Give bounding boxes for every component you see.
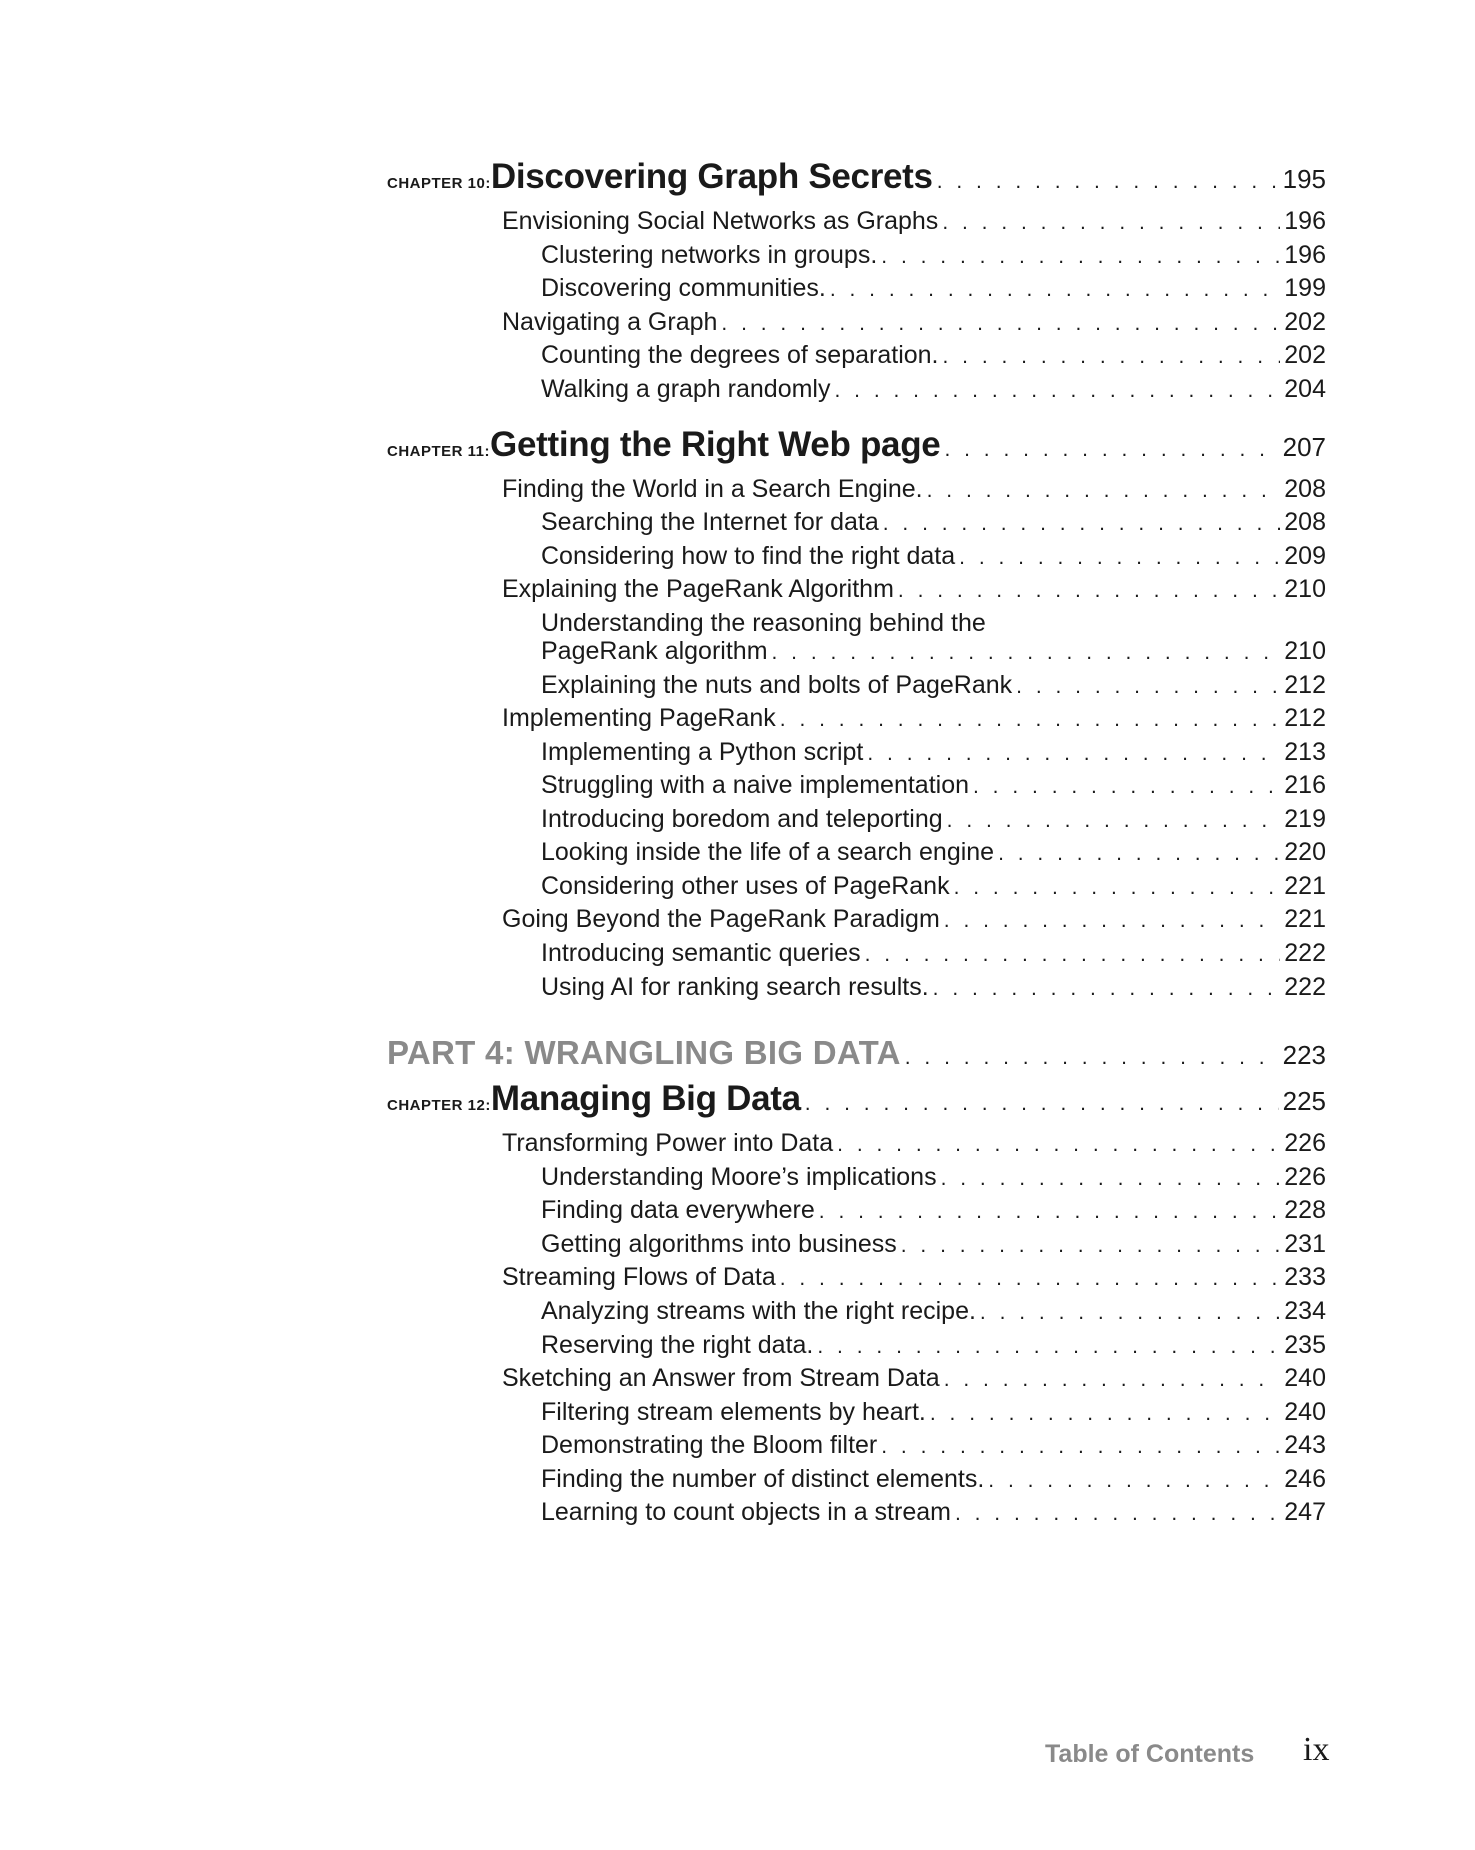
page-number: 235: [1284, 1331, 1326, 1359]
subsection-title: Explaining the nuts and bolts of PageRank: [541, 671, 1013, 699]
section-title: Envisioning Social Networks as Graphs: [502, 207, 939, 235]
dot-leader: [772, 641, 1281, 665]
dot-leader: [837, 1133, 1280, 1157]
chapter-label: CHAPTER 11:: [387, 443, 491, 460]
subsection-title: Finding data everywhere: [541, 1196, 815, 1224]
dot-leader: [780, 1267, 1281, 1291]
dot-leader: [865, 943, 1281, 967]
page-number: 240: [1284, 1364, 1326, 1392]
page-number: 213: [1284, 738, 1326, 766]
dot-leader: [941, 1167, 1281, 1191]
dot-leader: [988, 1469, 1280, 1493]
chapter-11-heading[interactable]: [387, 425, 1326, 465]
subsection-title: Looking inside the life of a search engine: [541, 838, 995, 866]
section-title: Sketching an Answer from Stream Data: [502, 1364, 940, 1392]
page-number: 234: [1284, 1297, 1326, 1325]
section-title: Streaming Flows of Data: [502, 1263, 776, 1291]
dot-leader: [927, 479, 1281, 503]
subsection-title: Implementing a Python script: [541, 738, 864, 766]
page-number: 216: [1284, 771, 1326, 799]
toc-subsection[interactable]: [541, 939, 1326, 968]
section-title: Explaining the PageRank Algorithm: [502, 575, 894, 603]
section-title: Transforming Power into Data: [502, 1129, 834, 1157]
page-number: 195: [1282, 164, 1326, 194]
page-number: 223: [1282, 1040, 1326, 1070]
subsection-title: Understanding Moore’s implications: [541, 1163, 937, 1191]
subsection-title: Struggling with a naive implementation: [541, 771, 970, 799]
subsection-title: PageRank algorithm: [541, 637, 768, 665]
toc-subsection[interactable]: [541, 738, 1326, 767]
dot-leader: [835, 379, 1281, 403]
dot-leader: [883, 512, 1281, 536]
subsection-title: Using AI for ranking search results.: [541, 973, 929, 1001]
dot-leader: [901, 1234, 1281, 1258]
dot-leader: [998, 842, 1280, 866]
dot-leader: [947, 809, 1281, 833]
toc-subsection[interactable]: [541, 1163, 1326, 1192]
page-number: 208: [1284, 475, 1326, 503]
subsection-title: Filtering stream elements by heart.: [541, 1398, 926, 1426]
dot-leader: [817, 1335, 1280, 1359]
page-number: 247: [1284, 1498, 1326, 1526]
dot-leader: [944, 909, 1281, 933]
page-number: 243: [1284, 1431, 1326, 1459]
subsection-title-line1: Understanding the reasoning behind the: [541, 609, 986, 637]
toc-subsection[interactable]: [541, 542, 1326, 571]
page-number: 226: [1284, 1163, 1326, 1191]
page-number: 221: [1284, 905, 1326, 933]
toc-section[interactable]: [502, 475, 1326, 504]
dot-leader: [943, 345, 1281, 369]
toc-subsection[interactable]: [541, 637, 1326, 666]
dot-leader: [780, 708, 1281, 732]
toc-subsection[interactable]: [541, 274, 1326, 303]
dot-leader: [959, 546, 1280, 570]
toc-subsection[interactable]: [541, 805, 1326, 834]
subsection-title: Introducing semantic queries: [541, 939, 861, 967]
dot-leader: [867, 742, 1280, 766]
toc-subsection[interactable]: [541, 1431, 1326, 1460]
subsection-title: Getting algorithms into business: [541, 1230, 897, 1258]
subsection-title: Discovering communities.: [541, 274, 826, 302]
page-number: 233: [1284, 1263, 1326, 1291]
chapter-title: Getting the Right Web page: [490, 425, 941, 464]
chapter-10-heading[interactable]: [387, 157, 1326, 197]
dot-leader: [819, 1200, 1281, 1224]
subsection-title: Introducing boredom and teleporting: [541, 805, 943, 833]
section-title: Navigating a Graph: [502, 308, 718, 336]
part-title: PART 4: WRANGLING BIG DATA: [387, 1034, 901, 1071]
page-number: 210: [1284, 637, 1326, 665]
part-4-heading[interactable]: [387, 1034, 1326, 1072]
toc-subsection[interactable]: [541, 1465, 1326, 1494]
section-title: Finding the World in a Search Engine.: [502, 475, 923, 503]
section-title: Going Beyond the PageRank Paradigm: [502, 905, 940, 933]
dot-leader: [1016, 675, 1280, 699]
page-number: 220: [1284, 838, 1326, 866]
page-number: 204: [1284, 375, 1326, 403]
page-number: 212: [1284, 704, 1326, 732]
toc-subsection[interactable]: [541, 1498, 1326, 1527]
dot-leader: [805, 1092, 1279, 1116]
toc-subsection[interactable]: [541, 1398, 1326, 1427]
dot-leader: [898, 579, 1280, 603]
dot-leader: [881, 1435, 1280, 1459]
subsection-title: Learning to count objects in a stream: [541, 1498, 951, 1526]
toc-section[interactable]: [502, 308, 1326, 337]
dot-leader: [881, 245, 1280, 269]
subsection-title: Finding the number of distinct elements.: [541, 1465, 985, 1493]
subsection-title: Searching the Internet for data: [541, 508, 879, 536]
dot-leader: [973, 775, 1280, 799]
page-number: 196: [1284, 207, 1326, 235]
dot-leader: [944, 438, 1278, 462]
dot-leader: [905, 1046, 1279, 1070]
page-number: 196: [1284, 241, 1326, 269]
dot-leader: [955, 1502, 1280, 1526]
toc-section[interactable]: [502, 1263, 1326, 1292]
subsection-title: Analyzing streams with the right recipe.: [541, 1297, 976, 1325]
page-number: 225: [1282, 1086, 1326, 1116]
dot-leader: [721, 312, 1280, 336]
page-number: 246: [1284, 1465, 1326, 1493]
chapter-label: CHAPTER 10:: [387, 175, 491, 192]
toc-subsection[interactable]: [541, 375, 1326, 404]
chapter-title: Discovering Graph Secrets: [490, 157, 933, 196]
dot-leader: [980, 1301, 1280, 1325]
page-number: 226: [1284, 1129, 1326, 1157]
subsection-title: Counting the degrees of separation.: [541, 341, 939, 369]
toc-subsection[interactable]: [541, 1297, 1326, 1326]
dot-leader: [933, 977, 1281, 1001]
dot-leader: [930, 1402, 1280, 1426]
chapter-12-heading[interactable]: [387, 1079, 1326, 1119]
section-title: Implementing PageRank: [502, 704, 776, 732]
toc-subsection[interactable]: [541, 872, 1326, 901]
toc-section[interactable]: [502, 704, 1326, 733]
chapter-title: Managing Big Data: [490, 1079, 801, 1118]
dot-leader: [942, 211, 1280, 235]
running-footer-label: Table of Contents: [1045, 1740, 1255, 1768]
page-number: 228: [1284, 1196, 1326, 1224]
chapter-label: CHAPTER 12:: [387, 1097, 491, 1114]
toc-subsection[interactable]: [541, 241, 1326, 270]
dot-leader: [937, 170, 1279, 194]
subsection-title: Walking a graph randomly: [541, 375, 831, 403]
toc-subsection[interactable]: [541, 973, 1326, 1002]
dot-leader: [830, 278, 1280, 302]
page-number: 202: [1284, 341, 1326, 369]
subsection-title: Clustering networks in groups.: [541, 241, 878, 269]
folio-page-number: ix: [1303, 1731, 1330, 1768]
page-number: 222: [1284, 973, 1326, 1001]
toc-subsection[interactable]: [541, 771, 1326, 800]
toc-section[interactable]: [502, 207, 1326, 236]
subsection-title: Reserving the right data.: [541, 1331, 814, 1359]
page-number: 222: [1284, 939, 1326, 967]
toc-subsection[interactable]: [541, 341, 1326, 370]
toc-subsection[interactable]: [541, 508, 1326, 537]
toc-subsection[interactable]: [541, 1196, 1326, 1225]
page-number: 240: [1284, 1398, 1326, 1426]
page-number: 202: [1284, 308, 1326, 336]
toc-subsection[interactable]: [541, 671, 1326, 700]
page-number: 199: [1284, 274, 1326, 302]
subsection-title: Considering other uses of PageRank: [541, 872, 950, 900]
dot-leader: [944, 1368, 1281, 1392]
dot-leader: [954, 876, 1281, 900]
page-number: 221: [1284, 872, 1326, 900]
toc-section[interactable]: [502, 575, 1326, 604]
toc-subsection[interactable]: [541, 1230, 1326, 1259]
page-number: 219: [1284, 805, 1326, 833]
page-number: 231: [1284, 1230, 1326, 1258]
page-number: 208: [1284, 508, 1326, 536]
toc-subsection[interactable]: [541, 1331, 1326, 1360]
toc-section[interactable]: [502, 905, 1326, 934]
subsection-title: Considering how to find the right data: [541, 542, 956, 570]
toc-section[interactable]: [502, 1364, 1326, 1393]
page-number: 210: [1284, 575, 1326, 603]
page-number: 209: [1284, 542, 1326, 570]
subsection-title: Demonstrating the Bloom filter: [541, 1431, 878, 1459]
page-number: 207: [1282, 432, 1326, 462]
page-number: 212: [1284, 671, 1326, 699]
toc-section[interactable]: [502, 1129, 1326, 1158]
toc-subsection[interactable]: [541, 838, 1326, 867]
